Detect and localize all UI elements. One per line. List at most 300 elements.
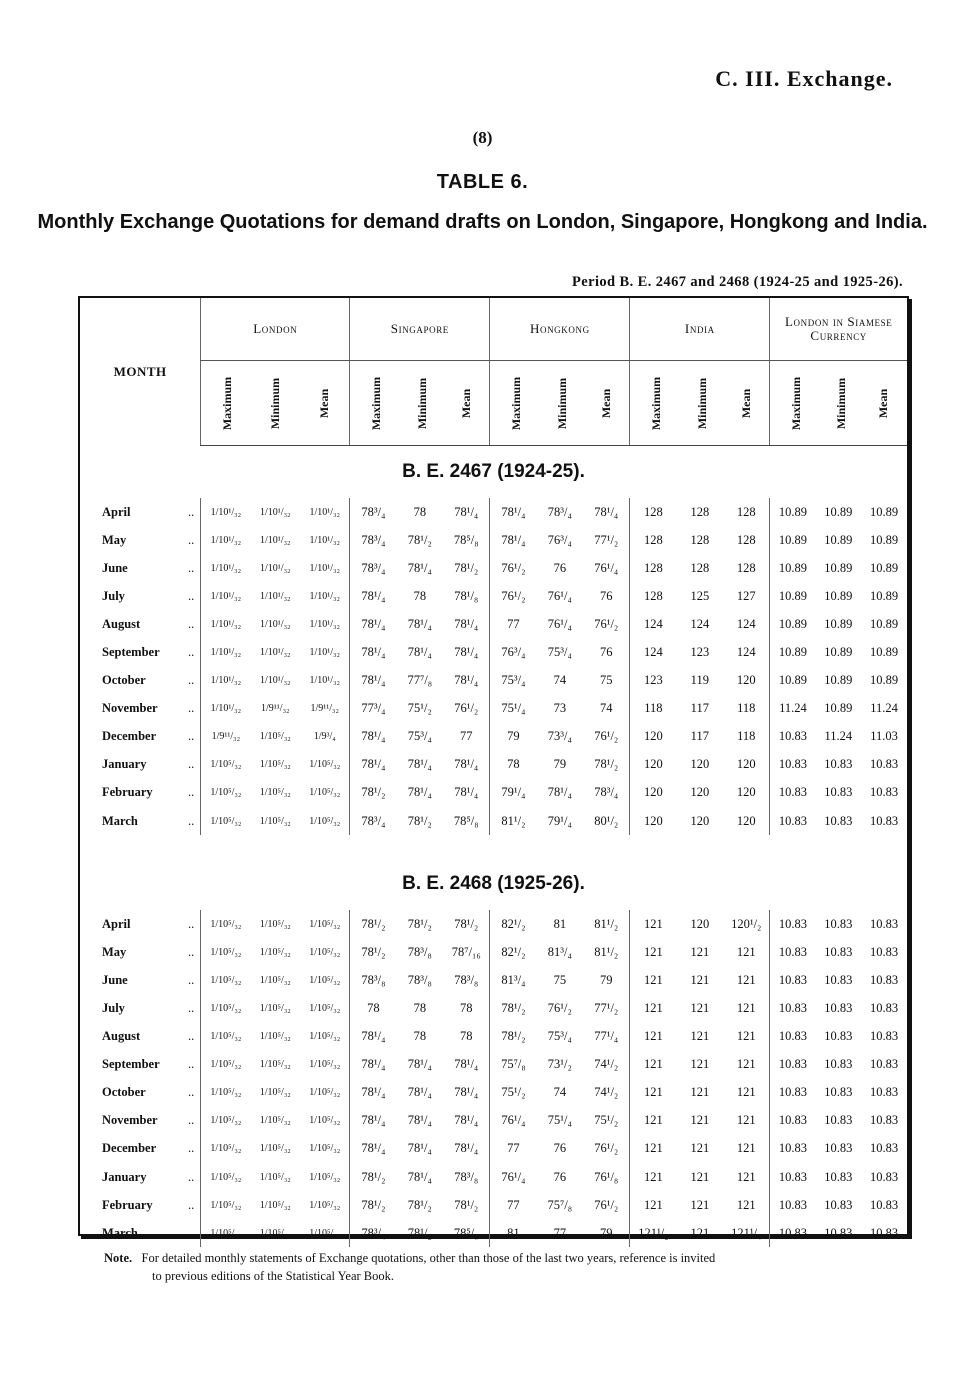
value-cell: 1/10⁵/₃₂: [259, 731, 291, 743]
value-cell: 78¹/₄: [407, 1113, 432, 1128]
value-cell: 121: [736, 1057, 756, 1072]
leader-dots: ..: [187, 616, 195, 631]
value-cell: 1/9¹¹/₃₂: [310, 703, 339, 715]
month-cell: [80, 554, 201, 582]
leader-dots: ..: [187, 673, 195, 688]
value-cell: 78¹/₄: [454, 673, 479, 688]
value-cell: 119: [690, 673, 709, 688]
value-cell: 1/10¹/₃₂: [201, 582, 251, 610]
section-heading: B. E. 2468 (1925-26).: [402, 873, 585, 895]
subheader-maximum: Maximum: [490, 361, 537, 446]
month-label: June: [102, 972, 128, 987]
month-label: July: [102, 588, 125, 603]
value-cell: 10.89: [770, 667, 816, 695]
group-header-singapore: Singapore: [350, 298, 490, 361]
table-row: [80, 779, 907, 807]
value-cell: 1/10⁵/₃₂: [259, 1002, 291, 1014]
table-row: [80, 1107, 907, 1135]
value-cell: 120: [630, 779, 677, 807]
value-cell: 82¹/₂: [490, 938, 537, 966]
month-label: April: [102, 916, 131, 931]
leader-dots: ..: [187, 944, 195, 959]
value-cell: 10.83: [770, 1023, 816, 1051]
value-cell: 78⁵/₈: [453, 532, 479, 547]
value-cell: 78¹/₈: [454, 588, 479, 603]
value-cell: 10.83: [870, 972, 899, 987]
month-cell: [80, 582, 201, 610]
value-cell: 78³/₄: [350, 498, 397, 526]
value-cell: 81: [553, 916, 567, 931]
value-cell: 121: [690, 1000, 710, 1015]
value-cell: 125: [690, 588, 710, 603]
subheader-minimum: Minimum: [250, 361, 300, 446]
table-title: Monthly Exchange Quotations for demand drafts on London, Singapore, Hongkong and India.: [37, 211, 928, 233]
value-cell: 75¹/₂: [594, 1113, 619, 1128]
value-cell: 1/10⁵/₃₂: [259, 787, 291, 799]
value-cell: 128: [630, 554, 677, 582]
month-cell: [80, 1107, 201, 1135]
value-cell: 77: [553, 1225, 567, 1240]
value-cell: 121: [630, 1107, 677, 1135]
value-cell: 10.83: [824, 813, 853, 828]
month-label: August: [102, 1029, 141, 1044]
value-cell: 78³/₄: [350, 807, 397, 835]
value-cell: 78¹/₂: [454, 916, 479, 931]
leader-dots: ..: [187, 532, 195, 547]
value-cell: 128: [736, 532, 756, 547]
value-cell: 10.83: [870, 813, 899, 828]
value-cell: 74: [600, 701, 613, 716]
value-cell: 78¹/₄: [407, 1085, 432, 1100]
value-cell: 128: [690, 504, 710, 519]
value-cell: 76¹/₄: [594, 560, 619, 575]
value-cell: 78⁷/₁₆: [451, 944, 481, 959]
table-row: [80, 1023, 907, 1051]
value-cell: 10.83: [770, 1219, 816, 1247]
value-cell: 121: [690, 1057, 710, 1072]
value-cell: 1/10¹/₃₂: [201, 526, 251, 554]
value-cell: 1/10⁵/₃₂: [309, 1171, 341, 1183]
table-row: [80, 1219, 907, 1247]
group-header-india: India: [630, 298, 770, 361]
value-cell: 81³/₄: [490, 966, 537, 994]
value-cell: 10.89: [870, 588, 899, 603]
value-cell: 1/9³/₄: [313, 731, 336, 743]
value-cell: 10.83: [770, 1051, 816, 1079]
value-cell: 1/10⁵/₃₂: [309, 946, 341, 958]
group-header-hongkong: Hongkong: [490, 298, 630, 361]
value-cell: 81¹/₂: [594, 916, 619, 931]
value-cell: 10.89: [870, 673, 899, 688]
value-cell: 1/10⁵/₃₂: [309, 759, 341, 771]
month-label: August: [102, 616, 141, 631]
value-cell: 78¹/₄: [350, 1023, 397, 1051]
value-cell: 78¹/₄: [350, 582, 397, 610]
table-row: [80, 1051, 907, 1079]
subheader-maximum: Maximum: [630, 361, 677, 446]
value-cell: 10.83: [770, 966, 816, 994]
value-cell: 78¹/₂: [454, 560, 479, 575]
table-row: [80, 807, 907, 835]
value-cell: 1/10⁵/₃₂: [259, 1199, 291, 1211]
value-cell: 78³/₈: [454, 1169, 479, 1184]
value-cell: 75³/₄: [547, 1029, 572, 1044]
value-cell: 78¹/₄: [490, 526, 537, 554]
value-cell: 78¹/₄: [594, 504, 619, 519]
value-cell: 11.24: [824, 729, 853, 744]
value-cell: 78¹/₄: [350, 1135, 397, 1163]
value-cell: 127: [736, 588, 756, 603]
table-row: [80, 1079, 907, 1107]
value-cell: 10.83: [870, 944, 899, 959]
value-cell: 1/10¹/₃₂: [260, 534, 291, 546]
value-cell: 10.89: [824, 532, 853, 547]
value-cell: 10.83: [870, 916, 899, 931]
value-cell: 121: [736, 1141, 756, 1156]
value-cell: 82¹/₂: [490, 910, 537, 938]
value-cell: 1/10¹/₃₂: [201, 610, 251, 638]
value-cell: 121: [630, 1051, 677, 1079]
subheader-row: [80, 361, 907, 446]
leader-dots: ..: [187, 504, 195, 519]
value-cell: 124: [690, 616, 710, 631]
table-row: [80, 638, 907, 666]
value-cell: 75¹/₂: [407, 701, 432, 716]
value-cell: 10.83: [770, 1163, 816, 1191]
value-cell: 121: [630, 966, 677, 994]
value-cell: 1/10⁵/₃₂: [201, 1051, 251, 1079]
value-cell: 1/10⁵/₃₂: [201, 910, 251, 938]
value-cell: 121: [736, 1169, 756, 1184]
value-cell: 1/10¹/₃₂: [309, 647, 340, 659]
value-cell: 1/10⁵/₃₂: [259, 1171, 291, 1183]
value-cell: 121: [690, 944, 710, 959]
month-cell: [80, 1219, 201, 1247]
value-cell: 124: [630, 638, 677, 666]
value-cell: 10.83: [824, 1141, 853, 1156]
value-cell: 1/10⁵/₃₂: [259, 918, 291, 930]
group-header-london-siamese: London in Siamese Currency: [770, 298, 907, 361]
value-cell: 76: [600, 645, 613, 660]
value-cell: 78¹/₄: [454, 1057, 479, 1072]
value-cell: 121: [630, 910, 677, 938]
value-cell: 78³/₄: [350, 554, 397, 582]
value-cell: 120: [690, 785, 710, 800]
value-cell: 77: [460, 729, 473, 744]
value-cell: 10.89: [824, 588, 853, 603]
leader-dots: ..: [187, 785, 195, 800]
month-label: May: [102, 532, 127, 547]
value-cell: 78³/₈: [454, 972, 479, 987]
value-cell: 1/10⁵/₃₂: [201, 938, 251, 966]
page-number: (8): [472, 128, 493, 147]
month-cell: [80, 994, 201, 1022]
value-cell: 76¹/₈: [594, 1169, 619, 1184]
value-cell: 10.83: [870, 1029, 899, 1044]
value-cell: 1/10⁵/₃₂: [201, 1219, 251, 1247]
value-cell: 121: [690, 1029, 710, 1044]
value-cell: 78: [413, 1029, 427, 1044]
value-cell: 1/10⁵/₃₂: [259, 946, 291, 958]
value-cell: 10.83: [824, 757, 853, 772]
value-cell: 78¹/₄: [350, 723, 397, 751]
value-cell: 10.83: [824, 785, 853, 800]
value-cell: 76¹/₄: [547, 616, 572, 631]
value-cell: 1/10¹/₃₂: [260, 618, 291, 630]
value-cell: 78¹/₄: [454, 1141, 479, 1156]
value-cell: 124: [736, 616, 756, 631]
value-cell: 1/10⁵/₃₂: [309, 1031, 341, 1043]
leader-dots: ..: [187, 1113, 195, 1128]
value-cell: 80¹/₂: [594, 813, 619, 828]
value-cell: 78¹/₄: [350, 1107, 397, 1135]
value-cell: 1/10⁵/₃₂: [201, 1079, 251, 1107]
value-cell: 78¹/₄: [407, 1141, 432, 1156]
value-cell: 1/10⁵/₃₂: [201, 807, 251, 835]
value-cell: 121: [736, 1197, 756, 1212]
value-cell: 1/10¹/₃₂: [260, 506, 291, 518]
value-cell: 1/10⁵/₃₂: [201, 1163, 251, 1191]
month-cell: [80, 667, 201, 695]
value-cell: 120: [690, 757, 710, 772]
value-cell: 10.83: [770, 1107, 816, 1135]
value-cell: 121: [630, 1079, 677, 1107]
value-cell: 1/10⁵/₃₂: [309, 974, 341, 986]
value-cell: 1/10¹/₃₂: [309, 590, 340, 602]
value-cell: 75³/₄: [490, 667, 537, 695]
value-cell: 74¹/₂: [594, 1057, 619, 1072]
month-label: September: [102, 645, 160, 660]
value-cell: 77¹/₂: [594, 532, 619, 547]
value-cell: 1/10¹/₃₂: [260, 590, 291, 602]
month-label: January: [102, 757, 147, 772]
value-cell: 77¹/₄: [594, 1029, 619, 1044]
value-cell: 78³/₈: [407, 944, 432, 959]
value-cell: 1/10¹/₃₂: [309, 675, 340, 687]
value-cell: 76³/₄: [547, 532, 572, 547]
table-row: [80, 910, 907, 938]
table-row: [80, 610, 907, 638]
value-cell: 1/10⁵/₃₂: [309, 1002, 341, 1014]
value-cell: 78³/₄: [594, 785, 619, 800]
value-cell: 121: [690, 1085, 710, 1100]
value-cell: 78¹/₄: [407, 1169, 432, 1184]
value-cell: 1/10⁵/₃₂: [259, 1227, 291, 1239]
value-cell: 1/10⁵/₃₂: [259, 815, 291, 827]
value-cell: 76³/₄: [490, 638, 537, 666]
value-cell: 78⁵/₈: [453, 1225, 479, 1240]
table-row: [80, 1191, 907, 1219]
value-cell: 10.83: [770, 751, 816, 779]
leader-dots: ..: [187, 1169, 195, 1184]
value-cell: 78¹/₄: [350, 1051, 397, 1079]
value-cell: 78¹/₂: [407, 532, 432, 547]
value-cell: 128: [690, 560, 710, 575]
value-cell: 121¹/₄: [731, 1225, 762, 1240]
value-cell: 10.83: [870, 1113, 899, 1128]
value-cell: 10.83: [870, 1141, 899, 1156]
value-cell: 78³/₄: [350, 526, 397, 554]
value-cell: 123: [690, 645, 710, 660]
value-cell: 1/10¹/₃₂: [201, 667, 251, 695]
value-cell: 76¹/₂: [594, 1197, 619, 1212]
value-cell: 10.89: [870, 532, 899, 547]
table-row: [80, 994, 907, 1022]
month-label: March: [102, 813, 138, 828]
value-cell: 78: [413, 588, 427, 603]
table-row: [80, 966, 907, 994]
month-cell: [80, 807, 201, 835]
value-cell: 78¹/₂: [454, 1197, 479, 1212]
leader-dots: ..: [187, 645, 195, 660]
value-cell: 1/10⁵/₃₂: [259, 1143, 291, 1155]
leader-dots: ..: [187, 757, 195, 772]
value-cell: 81¹/₂: [490, 807, 537, 835]
value-cell: 10.83: [824, 1169, 853, 1184]
value-cell: 10.83: [770, 1135, 816, 1163]
month-label: February: [102, 1197, 153, 1212]
value-cell: 10.83: [770, 994, 816, 1022]
value-cell: 118: [737, 701, 756, 716]
value-cell: 120¹/₂: [731, 916, 762, 931]
value-cell: 78¹/₄: [350, 667, 397, 695]
value-cell: 11.03: [870, 729, 898, 744]
value-cell: 121: [736, 1029, 756, 1044]
table-row: [80, 498, 907, 526]
value-cell: 121: [630, 938, 677, 966]
value-cell: 10.89: [824, 645, 853, 660]
value-cell: 10.83: [824, 972, 853, 987]
value-cell: 128: [630, 526, 677, 554]
subheader-mean: Mean: [300, 361, 350, 446]
value-cell: 75: [600, 673, 613, 688]
subheader-maximum: Maximum: [770, 361, 816, 446]
value-cell: 10.89: [770, 582, 816, 610]
value-cell: 120: [630, 807, 677, 835]
value-cell: 78¹/₄: [407, 645, 432, 660]
month-label: September: [102, 1057, 160, 1072]
value-cell: 1/10⁵/₃₂: [309, 918, 341, 930]
value-cell: 121: [690, 972, 710, 987]
month-cell: [80, 695, 201, 723]
value-cell: 1/10¹/₃₂: [309, 534, 340, 546]
value-cell: 10.83: [870, 1000, 899, 1015]
value-cell: 75⁷/₈: [547, 1197, 573, 1212]
table-row: [80, 582, 907, 610]
value-cell: 78¹/₂: [350, 910, 397, 938]
leader-dots: ..: [187, 1057, 195, 1072]
value-cell: 10.83: [870, 1057, 899, 1072]
value-cell: 120: [690, 916, 710, 931]
value-cell: 121: [630, 1191, 677, 1219]
leader-dots: ..: [187, 813, 195, 828]
value-cell: 79: [600, 972, 613, 987]
value-cell: 78¹/₂: [350, 1191, 397, 1219]
subheader-mean: Mean: [861, 361, 907, 446]
value-cell: 10.89: [824, 673, 853, 688]
value-cell: 117: [690, 729, 709, 744]
value-cell: 10.83: [870, 1225, 899, 1240]
value-cell: 10.89: [870, 504, 899, 519]
value-cell: 10.83: [770, 1191, 816, 1219]
value-cell: 121: [690, 1141, 710, 1156]
value-cell: 73³/₄: [547, 729, 572, 744]
value-cell: 78¹/₄: [454, 757, 479, 772]
section-heading: B. E. 2467 (1924-25).: [402, 461, 585, 482]
month-label: October: [102, 1085, 146, 1100]
value-cell: 10.89: [770, 554, 816, 582]
subheader-mean: Mean: [723, 361, 770, 446]
subheader-maximum: Maximum: [350, 361, 397, 446]
value-cell: 76¹/₄: [547, 588, 572, 603]
value-cell: 10.83: [824, 1000, 853, 1015]
month-cell: [80, 526, 201, 554]
month-cell: [80, 1023, 201, 1051]
value-cell: 76: [600, 588, 613, 603]
leader-dots: ..: [187, 1029, 195, 1044]
value-cell: 10.89: [770, 526, 816, 554]
value-cell: 79¹/₄: [547, 813, 572, 828]
section-heading-row: [80, 858, 907, 910]
subheader-minimum: Minimum: [816, 361, 862, 446]
value-cell: 78³/₄: [547, 504, 572, 519]
month-label: January: [102, 1169, 147, 1184]
value-cell: 78¹/₂: [350, 938, 397, 966]
leader-dots: ..: [187, 1085, 195, 1100]
value-cell: 1/9¹¹/₃₂: [261, 703, 290, 715]
value-cell: 1/10⁵/₃₂: [309, 787, 341, 799]
value-cell: 120: [630, 751, 677, 779]
leader-dots: ..: [187, 560, 195, 575]
value-cell: 10.83: [824, 1057, 853, 1072]
value-cell: 124: [736, 645, 756, 660]
value-cell: 79: [600, 1225, 613, 1240]
value-cell: 78¹/₄: [350, 1079, 397, 1107]
month-cell: [80, 938, 201, 966]
value-cell: 1/10⁵/₃₂: [201, 1107, 251, 1135]
month-cell: [80, 638, 201, 666]
leader-dots: ..: [187, 1197, 195, 1212]
value-cell: 121: [736, 1113, 756, 1128]
month-column-header: MONTH: [113, 363, 167, 379]
month-label: March: [102, 1225, 138, 1240]
subheader-minimum: Minimum: [537, 361, 584, 446]
value-cell: 76¹/₂: [547, 1000, 572, 1015]
table-row: [80, 938, 907, 966]
value-cell: 76¹/₂: [594, 729, 619, 744]
value-cell: 78: [460, 1029, 473, 1044]
table-body: [80, 446, 907, 1248]
value-cell: 78¹/₄: [407, 560, 432, 575]
value-cell: 76¹/₂: [490, 554, 537, 582]
value-cell: 121: [736, 972, 756, 987]
value-cell: 128: [736, 560, 756, 575]
value-cell: 1/10⁵/₃₂: [309, 1059, 341, 1071]
value-cell: 1/9¹¹/₃₂: [201, 723, 251, 751]
value-cell: 76¹/₂: [594, 1141, 619, 1156]
value-cell: 78: [413, 504, 427, 519]
value-cell: 10.83: [870, 785, 899, 800]
value-cell: 11.24: [770, 695, 816, 723]
leader-dots: ..: [187, 1225, 195, 1240]
value-cell: 78¹/₄: [454, 1113, 479, 1128]
subheader-minimum: Minimum: [397, 361, 444, 446]
value-cell: 78³/₈: [407, 972, 432, 987]
value-cell: 1/10⁵/₃₂: [259, 1031, 291, 1043]
value-cell: 1/10¹/₃₂: [309, 562, 340, 574]
value-cell: 10.83: [824, 1197, 853, 1212]
value-cell: 1/10⁵/₃₂: [259, 1087, 291, 1099]
